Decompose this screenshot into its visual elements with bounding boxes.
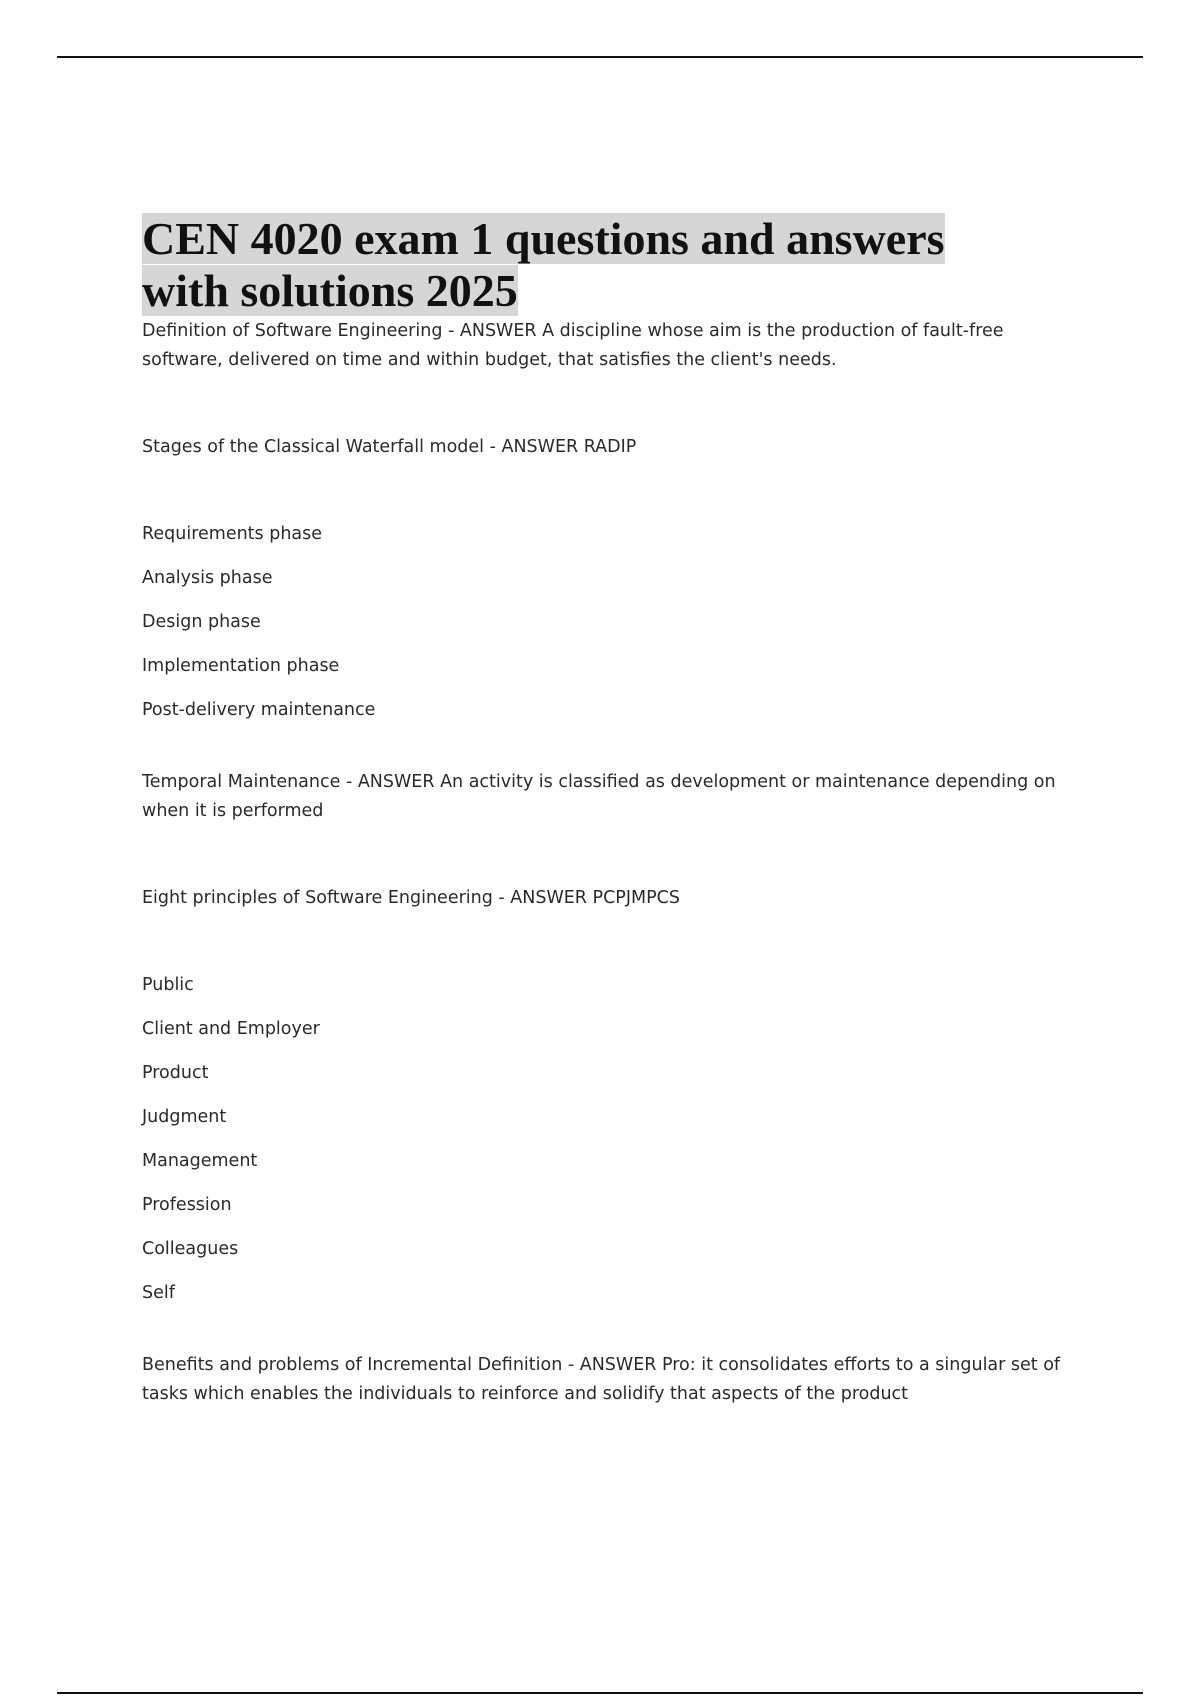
list-item: Product [142,1063,209,1083]
list-item: Design phase [142,612,261,632]
list-item: Post-delivery maintenance [142,700,376,720]
list [142,520,1082,725]
qa-entry: Definition of Software Engineering - ANSWER A discipline whose aim is the production of fault-free software, delivered on time and within budget, that satisfies the client's needs. [142,321,1004,370]
qa-entry: Stages of the Classical Waterfall model - ANSWER RADIP [142,437,637,457]
bottom-rule [57,1692,1143,1694]
document-title [142,213,982,317]
document-body [142,213,1082,1409]
qa-entry: Temporal Maintenance - ANSWER An activity is classified as development or maintenance depending on when it is performed [142,772,1056,821]
list-item: Self [142,1283,175,1303]
qa-entry: Eight principles of Software Engineering - ANSWER PCPJMPCS [142,888,680,908]
list-item: Profession [142,1195,232,1215]
list-item: Management [142,1151,258,1171]
list [142,971,1082,1308]
top-rule [57,56,1143,58]
list-item: Public [142,975,194,995]
qa-entry: Benefits and problems of Incremental Definition - ANSWER Pro: it consolidates efforts to a singular set of tasks which enables the individuals to reinforce and solidify that aspects of the product [142,1355,1061,1404]
list-item: Analysis phase [142,568,273,588]
title-highlight: CEN 4020 exam 1 questions and answers with solutions 2025 [142,213,945,316]
list-item: Implementation phase [142,656,340,676]
list-item: Colleagues [142,1239,239,1259]
list-item: Client and Employer [142,1019,320,1039]
list-item: Judgment [142,1107,227,1127]
list-item: Requirements phase [142,524,323,544]
